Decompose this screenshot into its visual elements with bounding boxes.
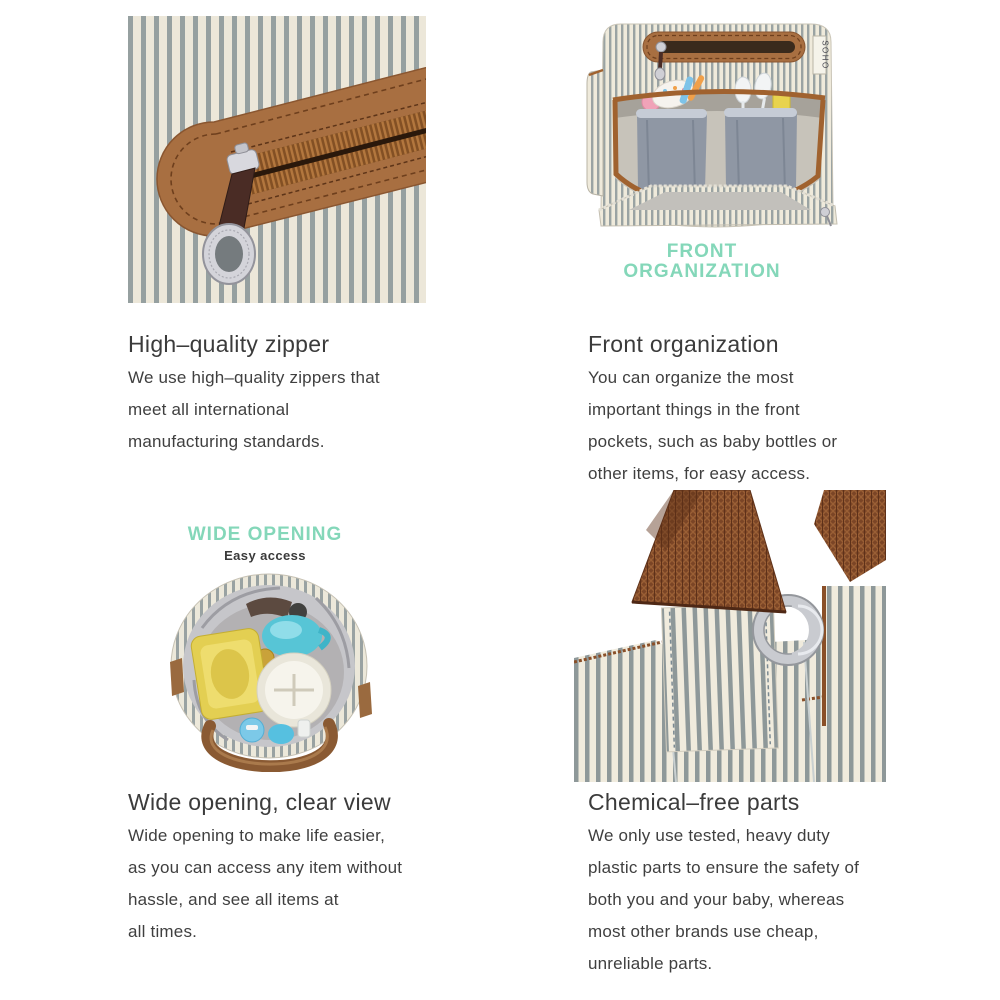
cup-highlight — [270, 621, 302, 639]
chemical-free-body — [588, 820, 859, 980]
back-panel — [822, 586, 886, 726]
top-zipper-slit — [657, 41, 795, 53]
yellow-wipes-box — [190, 627, 270, 721]
chemical-free-heading: Chemical–free parts — [588, 789, 800, 815]
toy-detail — [246, 725, 258, 730]
body-line: We only use tested, heavy duty — [588, 826, 830, 845]
metal-ring-hole — [215, 236, 243, 272]
body-line: We use high–quality zippers that — [128, 368, 380, 387]
flap-zipper-slider — [821, 208, 830, 217]
main-strap — [632, 490, 786, 612]
body-line: manufacturing standards. — [128, 432, 325, 451]
body-line: meet all international — [128, 400, 290, 419]
zipper-slider — [656, 42, 666, 52]
front-pockets-illustration — [585, 12, 849, 240]
caption-line: ORGANIZATION — [623, 261, 781, 282]
front-pockets-photo — [585, 12, 849, 240]
zipper-body — [128, 362, 380, 458]
front-organization-body — [588, 362, 837, 490]
blue-toy — [268, 724, 294, 744]
soho-tag — [813, 36, 830, 74]
wide-opening-heading: Wide opening, clear view — [128, 789, 391, 815]
pocket-elastic — [724, 108, 797, 117]
second-strap — [814, 490, 886, 582]
body-line: as you can access any item without — [128, 858, 403, 877]
body-line: hassle, and see all items at — [128, 890, 339, 909]
wide-opening-body — [128, 820, 402, 948]
body-line: other items, for easy access. — [588, 464, 811, 483]
side-pocket — [587, 70, 603, 196]
body-line: both you and your baby, whereas — [588, 890, 845, 909]
body-line: plastic parts to ensure the safety of — [588, 858, 860, 877]
side-strap — [170, 658, 184, 696]
caption-subtitle: Easy access — [224, 548, 306, 563]
front-organization-heading: Front organization — [588, 331, 779, 357]
body-line: unreliable parts. — [588, 954, 713, 973]
body-line: Wide opening to make life easier, — [128, 826, 386, 845]
front-organization-caption — [570, 242, 834, 282]
teether-dot — [673, 86, 677, 90]
pull-ring — [655, 68, 665, 80]
body-line: most other brands use cheap, — [588, 922, 819, 941]
strap-photo — [574, 490, 886, 782]
body-line: You can organize the most — [588, 368, 794, 387]
white-cap — [298, 720, 310, 737]
caption-line: WIDE OPENING — [187, 524, 343, 545]
open-bag-illustration — [168, 570, 374, 772]
zipper-photo — [128, 16, 426, 303]
body-line: important things in the front — [588, 400, 800, 419]
tag-label: SOHO — [820, 40, 830, 70]
body-line: all times. — [128, 922, 198, 941]
body-line: pockets, such as baby bottles or — [588, 432, 838, 451]
pocket-elastic — [636, 109, 707, 118]
open-bag-photo — [168, 570, 374, 772]
strap-illustration — [574, 490, 886, 782]
wide-opening-caption — [133, 525, 397, 564]
side-strap — [358, 682, 372, 718]
caption-line: FRONT — [666, 241, 738, 262]
zipper-heading: High–quality zipper — [128, 331, 330, 357]
zipper-illustration — [128, 16, 426, 303]
